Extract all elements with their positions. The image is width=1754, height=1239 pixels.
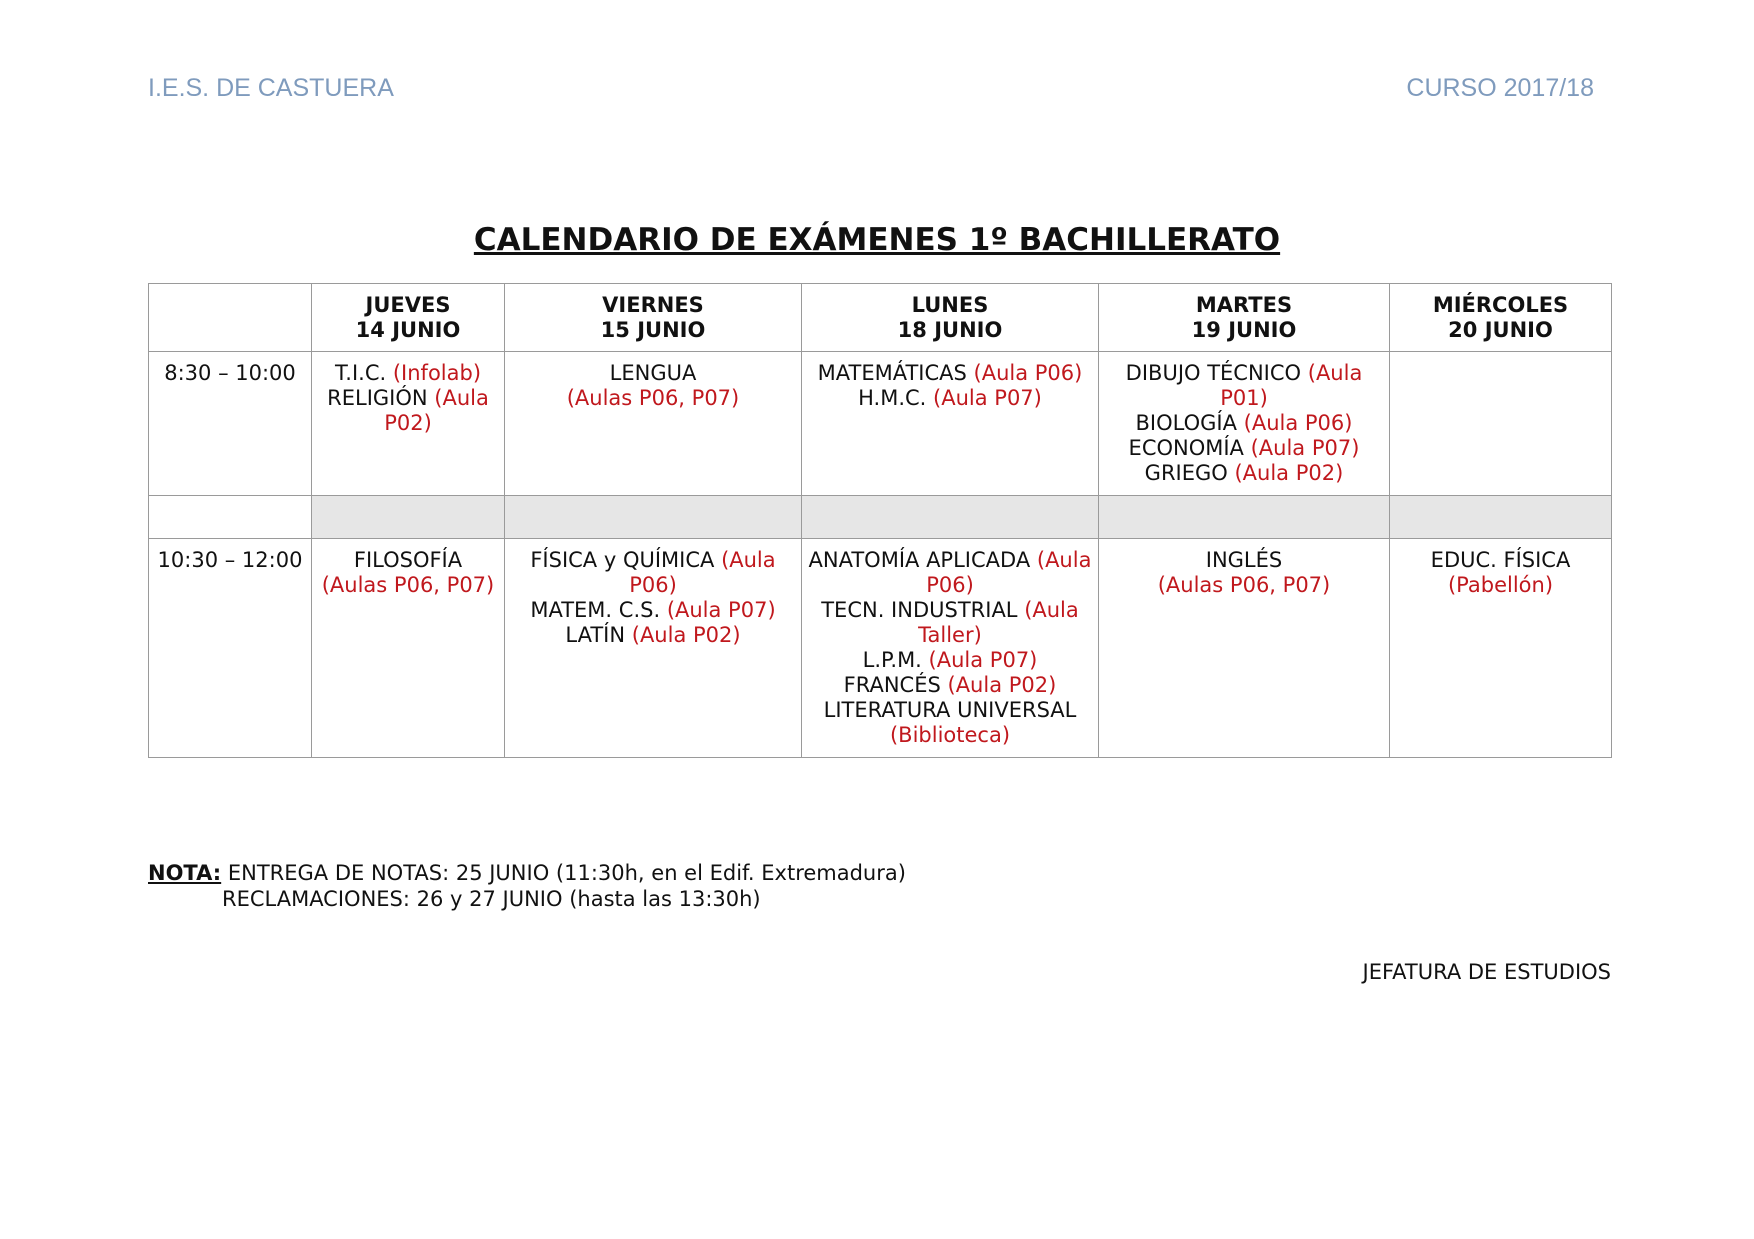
page-title: CALENDARIO DE EXÁMENES 1º BACHILLERATO (473, 222, 1281, 258)
signature: JEFATURA DE ESTUDIOS (1362, 960, 1611, 984)
subject: DIBUJO TÉCNICO (1125, 361, 1308, 385)
room: (Aula P02) (384, 386, 489, 435)
break-row (149, 496, 1612, 539)
room: (Aula P06) (1243, 411, 1353, 435)
day-header (505, 284, 802, 352)
subject: EDUC. FÍSICA (1430, 548, 1571, 572)
note-label: NOTA: (148, 861, 222, 885)
day-name: MIÉRCOLES (1432, 293, 1569, 317)
subject: LENGUA (609, 361, 697, 385)
subject: MATEM. C.S. (530, 598, 667, 622)
day-name: MARTES (1195, 293, 1293, 317)
subject: GRIEGO (1144, 461, 1235, 485)
slot-row-2 (149, 539, 1612, 758)
break-cell (802, 496, 1099, 539)
break-cell (312, 496, 505, 539)
room: (Aula P02) (631, 623, 741, 647)
exam-cell-empty (1390, 352, 1612, 496)
note-line-2: RECLAMACIONES: 26 y 27 JUNIO (hasta las 13:30h) (222, 887, 761, 911)
exam-cell (505, 539, 802, 758)
exam-cell (312, 352, 505, 496)
break-cell (1390, 496, 1612, 539)
subject: H.M.C. (858, 386, 934, 410)
room: (Aulas P06, P07) (566, 386, 740, 410)
subject: INGLÉS (1205, 548, 1283, 572)
slot-row-1 (149, 352, 1612, 496)
room: (Aula P06) (926, 548, 1092, 597)
day-header (312, 284, 505, 352)
subject: LATÍN (565, 623, 632, 647)
room: (Aula P07) (933, 386, 1042, 410)
subject: TECN. INDUSTRIAL (821, 598, 1025, 622)
subject: ANATOMÍA APLICADA (808, 548, 1037, 572)
subject: FÍSICA y QUÍMICA (530, 548, 722, 572)
table-header-row (149, 284, 1612, 352)
room: (Aula Taller) (918, 598, 1079, 647)
corner-cell (149, 284, 312, 352)
break-cell (149, 496, 312, 539)
day-header (1099, 284, 1390, 352)
room: (Aula P02) (1234, 461, 1344, 485)
break-cell (505, 496, 802, 539)
day-name: LUNES (911, 293, 989, 317)
subject: FILOSOFÍA (353, 548, 463, 572)
day-date: 19 JUNIO (1191, 318, 1297, 342)
room: (Aula P02) (947, 673, 1057, 697)
subject: L.P.M. (862, 648, 929, 672)
room: (Aula P06) (973, 361, 1083, 385)
day-date: 15 JUNIO (600, 318, 706, 342)
note-line-1: ENTREGA DE NOTAS: 25 JUNIO (11:30h, en el Edif. Extremadura) (227, 861, 906, 885)
room: (Aula P07) (928, 648, 1038, 672)
break-cell (1099, 496, 1390, 539)
day-header (802, 284, 1099, 352)
room: (Aulas P06, P07) (1157, 573, 1331, 597)
day-name: VIERNES (602, 293, 704, 317)
exam-cell (505, 352, 802, 496)
room: (Infolab) (392, 361, 482, 385)
time-slot: 8:30 – 10:00 (149, 352, 312, 496)
day-header (1390, 284, 1612, 352)
subject: T.I.C. (334, 361, 393, 385)
exam-cell (312, 539, 505, 758)
exam-schedule-table (148, 283, 1612, 758)
exam-cell (1390, 539, 1612, 758)
subject: MATEMÁTICAS (817, 361, 974, 385)
exam-cell (1099, 352, 1390, 496)
subject: BIOLOGÍA (1135, 411, 1244, 435)
exam-cell (802, 539, 1099, 758)
room: (Aula P06) (629, 548, 776, 597)
note-block (148, 860, 906, 912)
time-slot: 10:30 – 12:00 (149, 539, 312, 758)
subject: ECONOMÍA (1128, 436, 1251, 460)
subject: FRANCÉS (843, 673, 948, 697)
room: (Aula P01) (1220, 361, 1363, 410)
day-date: 20 JUNIO (1448, 318, 1553, 342)
course-year: CURSO 2017/18 (1406, 74, 1594, 102)
room: (Biblioteca) (889, 723, 1011, 747)
subject: LITERATURA UNIVERSAL (823, 698, 1077, 722)
day-name: JUEVES (365, 293, 451, 317)
room: (Aula P07) (666, 598, 776, 622)
subject: RELIGIÓN (327, 386, 435, 410)
day-date: 18 JUNIO (897, 318, 1003, 342)
day-date: 14 JUNIO (355, 318, 461, 342)
school-name: I.E.S. DE CASTUERA (148, 74, 394, 102)
exam-cell (802, 352, 1099, 496)
room: (Aulas P06, P07) (321, 573, 495, 597)
exam-cell (1099, 539, 1390, 758)
room: (Aula P07) (1250, 436, 1360, 460)
room: (Pabellón) (1447, 573, 1554, 597)
